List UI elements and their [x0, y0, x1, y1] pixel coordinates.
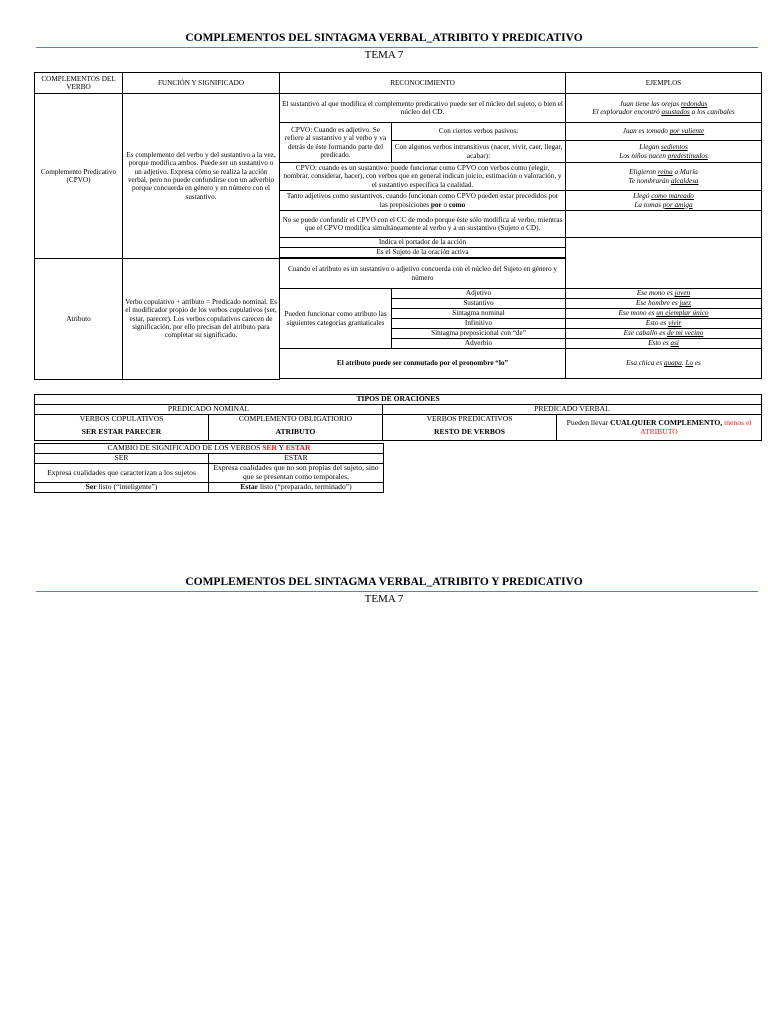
header-reconocimiento: RECONOCIMIENTO [280, 73, 566, 94]
atributo-recognition-1: Cuando el atributo es un sustantivo o adjetivo concuerda con el núcleo del Sujeto en género y número [280, 259, 566, 289]
category-example-sustantivo: Ese hombre es juez [566, 299, 762, 309]
cpvo-example-preposition: Llegó como mareado La tomas por amiga [566, 191, 762, 211]
estar-example: Estar listo (“preparado, terminado”) [209, 483, 384, 493]
cpvo-noun-rule: CPVO: cuando es un sustantivo: puede funcionar como CPVO con verbos como (elegir, nombrar, considerar, hacer), con verbos que en general indican juicio, estimación o valoración, y el sustantivo especifica la cualidad. [280, 163, 566, 191]
complements-table [34, 72, 762, 380]
category-example-infinitivo: Esto es vivir [566, 319, 762, 329]
category-example-sintagma-nominal: Ese mono es un ejemplar único [566, 309, 762, 319]
cambio-table [34, 443, 384, 493]
category-example-adjetivo: Ese mono es joven [566, 289, 762, 299]
tipos-table [34, 394, 762, 441]
cpvo-name: Complemento Predicativo (CPVO) [35, 94, 123, 259]
cpvo-example-intransitive: Llegan sedientos Los niños nacen predestinados [566, 141, 762, 163]
verbos-predicativos: VERBOS PREDICATIVOS [383, 415, 557, 425]
cpvo-example-empty-2 [566, 238, 762, 289]
pueden-llevar: Pueden llevar CUALQUIER COMPLEMENTO, menos el ATRIBUTO [557, 415, 762, 441]
ser-description: Expresa cualidades que caracterizan a los sujetos [35, 464, 209, 483]
category-adverbio: Adverbio [392, 339, 566, 349]
page-title: COMPLEMENTOS DEL SINTAGMA VERBAL_ATRIBITO Y PREDICATIVO [185, 32, 583, 44]
ser-example: Ser listo (“inteligente”) [35, 483, 209, 493]
category-adjetivo: Adjetivo [392, 289, 566, 299]
atributo-name: Atributo [35, 259, 123, 380]
cpvo-adjective-rule: CPVO: Cuando es adjetivo. Se refiere al sustantivo y al verbo y va detrás de éste formando parte del predicado. [280, 123, 392, 163]
cpvo-example-noun: Eligieron reina a María Te nombrarán alcaldesa [566, 163, 762, 191]
page-2-subtitle: TEMA 7 [364, 593, 404, 605]
cpvo-example-empty-1 [566, 211, 762, 238]
atributo-label: ATRIBUTO [209, 425, 383, 441]
cpvo-sujeto: Es el Sujeto de la oración activa [280, 248, 566, 258]
header-funcion: FUNCIÓN Y SIGNIFICADO [123, 73, 280, 94]
cpvo-cc-rule: No se puede confundir el CPVO con el CC de modo porque éste sólo modifica al verbo, mientras que el CPVO modifica simultáneamente al verbo y a un sustantivo (Sujeto o CD). [280, 211, 566, 238]
atributo-bottom [280, 379, 762, 380]
verbos-copulativos: VERBOS COPULATIVOS [35, 415, 209, 425]
cpvo-portador: Indica el portador de la acción [280, 238, 566, 248]
cpvo-recognition-1: El sustantivo al que modifica el complemento predicativo puede ser el núcleo del sujeto, o bien el núcleo del CD. [280, 94, 566, 123]
category-sustantivo: Sustantivo [392, 299, 566, 309]
header-complementos: COMPLEMENTOS DEL VERBO [35, 73, 123, 94]
atributo-lo-example: Esa chica es guapa. Lo es [566, 349, 762, 379]
cambio-title: CAMBIO DE SIGNIFICADO DE LOS VERBOS SER Y ESTAR [35, 444, 384, 454]
category-sintagma-preposicional: Sintagma preposicional con “de” [392, 329, 566, 339]
estar-description: Expresa cualidades que no son propias del sujeto, sino que se presentan como temporales. [209, 464, 384, 483]
cpvo-example-1: Juan tiene las orejas redondas El explorador encontró asustados a los caníbales [566, 94, 762, 123]
page-subtitle: TEMA 7 [364, 49, 404, 61]
page-2-title: COMPLEMENTOS DEL SINTAGMA VERBAL_ATRIBITO Y PREDICATIVO [185, 576, 583, 588]
atributo-lo-rule: El atributo puede ser conmutado por el pronombre “lo” [280, 349, 566, 379]
predicado-nominal: PREDICADO NOMINAL [35, 405, 383, 415]
cpvo-preposition-rule: Tanto adjetivos como sustantivos, cuando funcionan como CPVO pueden estar precedidos por las preposiciones por o como [280, 191, 566, 211]
category-infinitivo: Infinitivo [392, 319, 566, 329]
complemento-obligatorio: COMPLEMENTO OBLIGATIORIO [209, 415, 383, 425]
header-rule [36, 47, 758, 48]
predicado-verbal: PREDICADO VERBAL [383, 405, 762, 415]
cambio-estar: ESTAR [209, 454, 384, 464]
ser-estar-parecer: SER ESTAR PARECER [35, 425, 209, 441]
atributo-function: Verbo copulativo + atributo = Predicado nominal. Es el modificador propio de los verbos copulativos (ser, estar, parecer). Los verbos copulativos carecen de significación, por ello precisan del atributo para completar su significado. [123, 259, 280, 380]
resto-verbos: RESTO DE VERBOS [383, 425, 557, 441]
cpvo-passive-verbs: Con ciertos verbos pasivos: [392, 123, 566, 141]
cpvo-example-passive: Juan es tomado por valiente [566, 123, 762, 141]
cpvo-intransitive-verbs: Con algunos verbos intransitivos (nacer, vivir, caer, llegar, acabar): [392, 141, 566, 163]
tipos-title: TIPOS DE ORACIONES [35, 395, 762, 405]
header-ejemplos: EJEMPLOS [566, 73, 762, 94]
cpvo-function: Es complemento del verbo y del sustantivo a la vez, porque modifica ambos. Puede ser un sustantivo o un adjetivo. Expresa cómo se realiza la acción verbal, pero no puede confundirse con un adverbio porque concuerda en género y en número con el sustantivo. [123, 94, 280, 259]
category-sintagma-nominal: Sintagma nominal [392, 309, 566, 319]
page-2-header-rule [36, 591, 758, 592]
cambio-ser: SER [35, 454, 209, 464]
atributo-categories-intro: Pueden funcionar como atributo las siguientes categorías gramaticales [280, 289, 392, 349]
category-example-sintagma-preposicional: Ese caballo es de mi vecino [566, 329, 762, 339]
category-example-adverbio: Esto es así [566, 339, 762, 349]
